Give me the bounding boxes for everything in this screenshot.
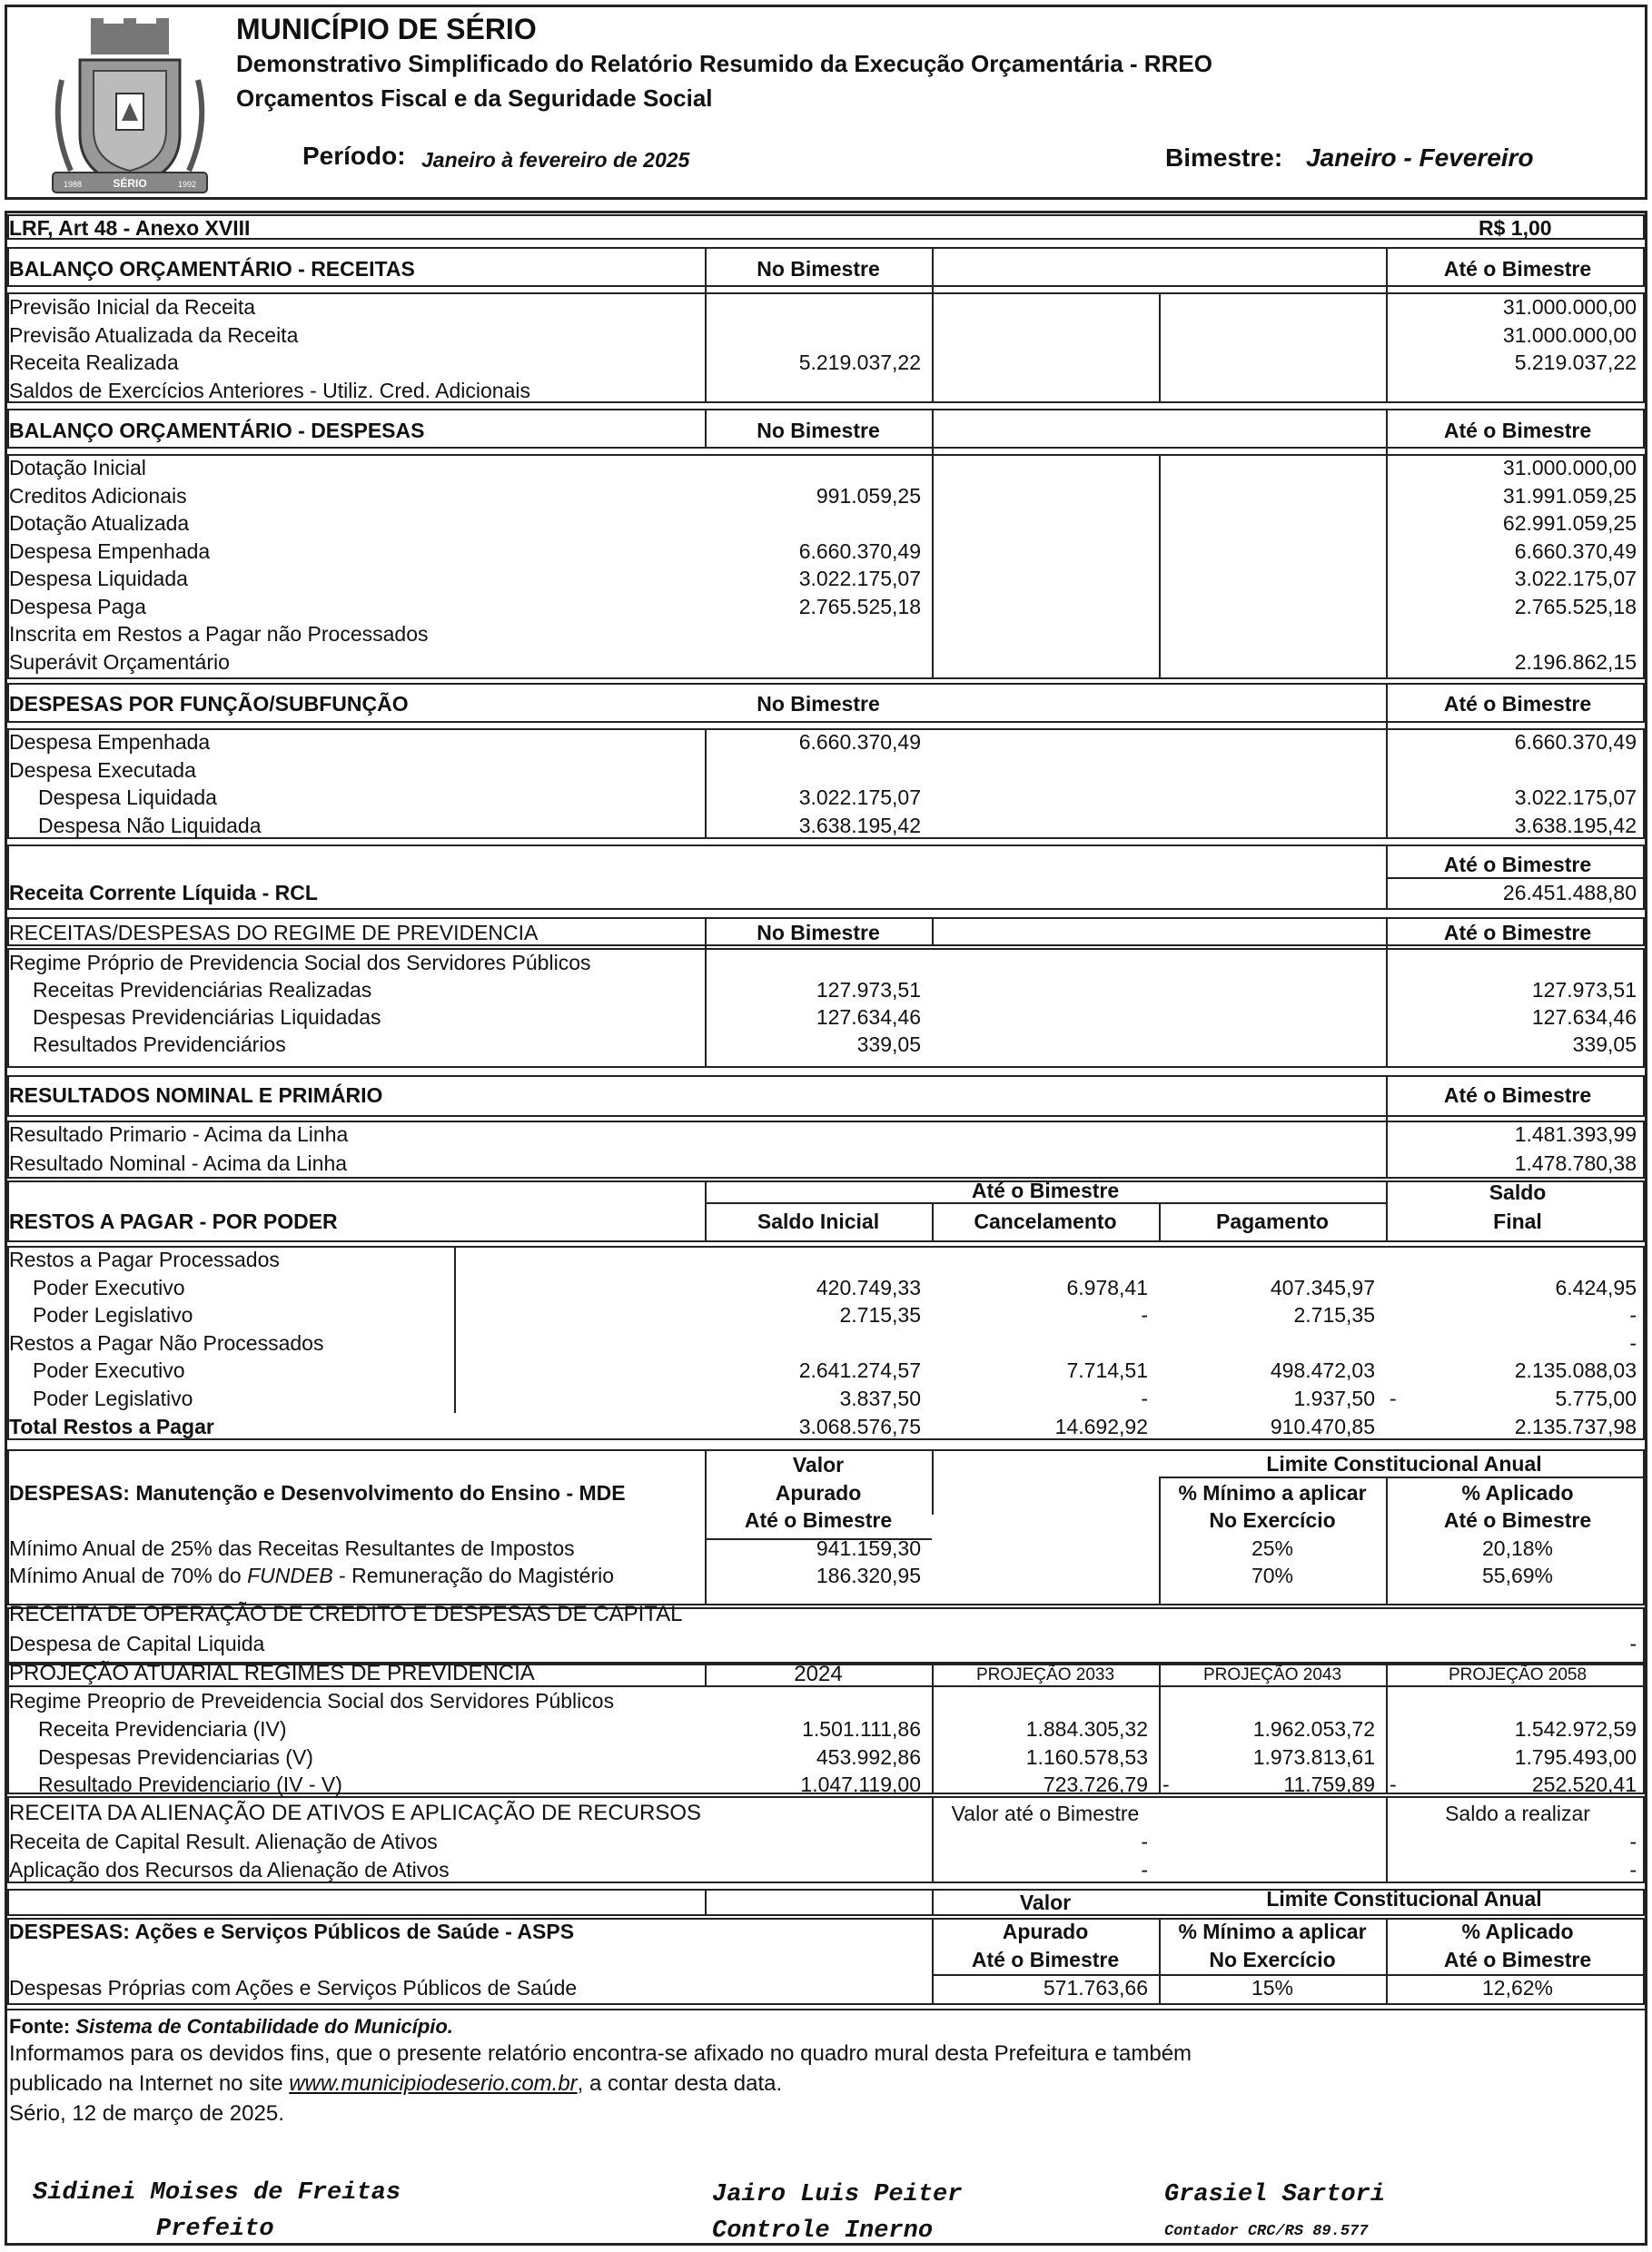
ali-rows-saldo: - <box>1629 1857 1637 1882</box>
desp-rows-ate: 62.991.059,25 <box>1502 511 1637 535</box>
despesas-col-ate: Até o Bimestre <box>1443 419 1592 442</box>
rp-rows-ini: 2.715,35 <box>839 1303 921 1327</box>
signature-mayor-role: Prefeito <box>156 2216 274 2243</box>
annex-label: LRF, Art 48 - Anexo XVIII <box>9 216 251 240</box>
mde-col-ate: Até o Bimestre <box>744 1508 893 1532</box>
prev-rows-bim: 127.973,51 <box>816 978 921 1002</box>
ali-rows-label: Aplicação dos Recursos da Alienação de Ativos <box>9 1857 450 1882</box>
previdencia-title: RECEITAS/DESPESAS DO REGIME DE PREVIDENCIA <box>9 921 539 944</box>
restos-total-final: 2.135.737,98 <box>1514 1415 1637 1438</box>
func-rows-bim: 3.022.175,07 <box>798 785 921 809</box>
credito-title: RECEITA DE OPERAÇÃO DE CREDITO E DESPESAS DE CAPITAL <box>9 1602 683 1626</box>
desp-rows-label: Despesa Paga <box>9 594 146 618</box>
desp-rows-bim: 2.765.525,18 <box>798 594 921 618</box>
asps-col-aplicado: % Aplicado <box>1461 1920 1574 1943</box>
despesas-title: BALANÇO ORÇAMENTÁRIO - DESPESAS <box>9 419 425 442</box>
desp-rows-label: Dotação Atualizada <box>9 511 190 535</box>
prev-rows-label: Receitas Previdenciárias Realizadas <box>33 978 372 1002</box>
atuarial-prefix-d: - <box>1390 1773 1397 1796</box>
signature-control-name: Jairo Luis Peiter <box>712 2181 963 2208</box>
func-rows-bim: 3.638.195,42 <box>798 813 921 837</box>
atu-rows-label: Despesas Previdenciarias (V) <box>38 1744 313 1769</box>
mde-row2-aplicado: 55,69% <box>1481 1564 1553 1587</box>
rp-rows-ini: 2.641.274,57 <box>798 1358 921 1382</box>
atu-rows-label: Receita Previdenciaria (IV) <box>38 1717 287 1741</box>
atuarial-group: Regime Preoprio de Preveidencia Social dos Servidores Públicos <box>9 1689 615 1713</box>
rec-rows-label: Previsão Atualizada da Receita <box>9 322 299 347</box>
atuarial-col-2024: 2024 <box>794 1662 843 1686</box>
annex-band <box>7 214 1645 240</box>
credito-row-value: - <box>1629 1632 1637 1655</box>
rec-rows-label: Previsão Inicial da Receita <box>9 295 256 319</box>
rp-rows-pag: 2.715,35 <box>1293 1303 1375 1327</box>
notice-line-1: Informamos para os devidos fins, que o presente relatório encontra-se afixado no quadro mural desta Prefeitura e também <box>9 2041 1192 2066</box>
rcl-label: Receita Corrente Líquida - RCL <box>9 881 318 904</box>
rp-rows-label: Poder Legislativo <box>33 1386 193 1410</box>
rp-rows-pag: 1.937,50 <box>1293 1386 1375 1410</box>
prev-rows-ate: 127.973,51 <box>1531 978 1637 1002</box>
rp-rows-fin: - <box>1629 1303 1637 1327</box>
desp-rows-bim: 991.059,25 <box>816 483 921 508</box>
previdencia-col-bimestre: No Bimestre <box>757 921 880 944</box>
rp-rows-can: - <box>1141 1386 1148 1410</box>
prev-rows-ate: 127.634,46 <box>1531 1005 1637 1029</box>
prev-rows-label: Despesas Previdenciárias Liquidadas <box>33 1005 381 1029</box>
bimester-value: Janeiro - Fevereiro <box>1306 143 1534 172</box>
rp-rows-fin: 5.775,00 <box>1555 1386 1637 1410</box>
desp-rows-ate: 2.765.525,18 <box>1514 594 1637 618</box>
func-rows-ate: 3.022.175,07 <box>1514 785 1637 809</box>
asps-row-label: Despesas Próprias com Ações e Serviços Públicos de Saúde <box>9 1976 578 2000</box>
atu-rows-c: 1.962.053,72 <box>1252 1717 1375 1741</box>
asps-col-apurado: Apurado <box>1002 1920 1089 1943</box>
previdencia-group: Regime Próprio de Previdencia Social dos Servidores Públicos <box>9 951 591 974</box>
res-rows-label: Resultado Nominal - Acima da Linha <box>9 1151 348 1175</box>
rec-rows-ate: 5.219.037,22 <box>1514 351 1637 374</box>
asps-col-aplicado-ate: Até o Bimestre <box>1443 1948 1592 1971</box>
prev-rows-label: Resultados Previdenciários <box>33 1032 286 1056</box>
restos-col-final: Final <box>1493 1210 1542 1233</box>
rec-rows-label: Receita Realizada <box>9 351 179 374</box>
mde-col-minimo: % Mínimo a aplicar <box>1178 1481 1367 1505</box>
signature-accountant-name: Grasiel Sartori <box>1164 2181 1386 2208</box>
period-label: Período: <box>302 142 406 170</box>
rec-rows-label: Saldos de Exercícios Anteriores - Utiliz. Cred. Adicionais <box>9 378 530 402</box>
rp-rows-label: Poder Executivo <box>33 1358 185 1382</box>
asps-row-valor: 571.763,66 <box>1043 1976 1148 2000</box>
asps-col-valor: Valor <box>1019 1891 1072 1914</box>
alienacao-title: RECEITA DA ALIENAÇÃO DE ATIVOS E APLICAÇÃO DE RECURSOS <box>9 1801 701 1825</box>
municipality-name: MUNICÍPIO DE SÉRIO <box>236 13 537 45</box>
report-subtitle: Orçamentos Fiscal e da Seguridade Social <box>236 84 713 112</box>
ali-rows-valor: - <box>1141 1857 1148 1882</box>
mde-col-valor: Valor <box>792 1453 845 1477</box>
signature-accountant-role: Contador CRC/RS 89.577 <box>1164 2223 1369 2240</box>
atu-rows-d: 252.520,41 <box>1531 1773 1637 1796</box>
mde-col-exercicio: No Exercício <box>1209 1508 1336 1532</box>
mde-col-limite: Limite Constitucional Anual <box>1266 1452 1542 1476</box>
atuarial-col-2043: PROJEÇÃO 2043 <box>1202 1665 1342 1684</box>
crest-banner-text: SÉRIO <box>113 177 147 190</box>
rp-rows-fin: 6.424,95 <box>1555 1275 1637 1299</box>
rp-rows-fin: 2.135.088,03 <box>1514 1358 1637 1382</box>
desp-rows-ate: 3.022.175,07 <box>1514 567 1637 590</box>
source-note: Fonte: Sistema de Contabilidade do Município. <box>9 2015 453 2038</box>
atu-rows-c: 1.973.813,61 <box>1252 1744 1375 1769</box>
asps-col-ate: Até o Bimestre <box>971 1948 1120 1971</box>
report-title: Demonstrativo Simplificado do Relatório Resumido da Execução Orçamentária - RREO <box>236 50 1212 77</box>
desp-rows-ate: 31.000.000,00 <box>1502 456 1637 479</box>
credito-row-label: Despesa de Capital Liquida <box>9 1632 265 1655</box>
rec-rows-ate: 31.000.000,00 <box>1502 322 1637 347</box>
asps-col-limite: Limite Constitucional Anual <box>1266 1887 1542 1911</box>
rp-rows-ini: 420.749,33 <box>816 1275 921 1299</box>
atuarial-prefix-c: - <box>1162 1773 1170 1796</box>
currency-unit: R$ 1,00 <box>1479 216 1552 240</box>
report-header <box>5 5 1647 200</box>
funcao-col-ate: Até o Bimestre <box>1443 692 1592 716</box>
rp-rows-label: Restos a Pagar Processados <box>9 1248 280 1271</box>
restos-col-group: Até o Bimestre <box>971 1179 1120 1202</box>
receitas-title: BALANÇO ORÇAMENTÁRIO - RECEITAS <box>9 257 415 281</box>
func-rows-bim: 6.660.370,49 <box>798 730 921 754</box>
rp-rows-can: - <box>1141 1303 1148 1327</box>
desp-rows-label: Superávit Orçamentário <box>9 649 230 674</box>
bimester-label: Bimestre: <box>1165 143 1283 172</box>
restos-total-cancelamento: 14.692,92 <box>1054 1415 1148 1438</box>
mde-row2-minimo: 70% <box>1251 1564 1294 1587</box>
restos-title: RESTOS A PAGAR - POR PODER <box>9 1210 338 1233</box>
restos-final-prefix: - <box>1390 1386 1397 1410</box>
atu-rows-b: 1.884.305,32 <box>1025 1717 1148 1741</box>
alienacao-col-valor: Valor até o Bimestre <box>951 1802 1140 1825</box>
restos-col-saldo-top: Saldo <box>1489 1180 1547 1204</box>
atu-rows-d: 1.795.493,00 <box>1514 1744 1637 1769</box>
mde-row1-aplicado: 20,18% <box>1481 1536 1553 1560</box>
rcl-col-ate: Até o Bimestre <box>1443 853 1592 876</box>
restos-col-pagamento: Pagamento <box>1216 1210 1329 1233</box>
res-rows-ate: 1.478.780,38 <box>1514 1151 1637 1175</box>
rec-rows-ate: 31.000.000,00 <box>1502 295 1637 319</box>
atu-rows-label: Resultado Previdenciario (IV - V) <box>38 1773 342 1796</box>
desp-rows-ate: 2.196.862,15 <box>1514 649 1637 674</box>
res-rows-label: Resultado Primario - Acima da Linha <box>9 1122 349 1146</box>
ali-rows-saldo: - <box>1629 1830 1637 1853</box>
rp-rows-label: Restos a Pagar Não Processados <box>9 1330 324 1355</box>
period-value: Janeiro à fevereiro de 2025 <box>421 148 690 172</box>
asps-row-minimo: 15% <box>1251 1976 1294 2000</box>
receitas-col-bimestre: No Bimestre <box>757 257 880 281</box>
report-date: Sério, 12 de março de 2025. <box>9 2101 284 2126</box>
func-rows-ate: 6.660.370,49 <box>1514 730 1637 754</box>
crest-year-left: 1988 <box>64 180 83 189</box>
desp-rows-label: Inscrita em Restos a Pagar não Processados <box>9 622 429 646</box>
atu-rows-a: 1.501.111,86 <box>802 1717 921 1741</box>
atu-rows-b: 723.726,79 <box>1043 1773 1148 1796</box>
asps-col-exercicio: No Exercício <box>1209 1948 1336 1971</box>
mde-row1-minimo: 25% <box>1251 1536 1294 1560</box>
desp-rows-label: Dotação Inicial <box>9 456 146 479</box>
mde-row2-label: Mínimo Anual de 70% do FUNDEB - Remuneração do Magistério <box>9 1564 615 1587</box>
previdencia-col-ate: Até o Bimestre <box>1443 921 1592 944</box>
rcl-value: 26.451.488,80 <box>1502 881 1637 904</box>
mde-col-aplicado-ate: Até o Bimestre <box>1443 1508 1592 1532</box>
func-rows-label: Despesa Não Liquidada <box>38 813 262 837</box>
restos-total-inicial: 3.068.576,75 <box>798 1415 921 1438</box>
rp-rows-pag: 498.472,03 <box>1270 1358 1375 1382</box>
municipal-crest-icon <box>44 16 216 198</box>
atuarial-col-2058: PROJEÇÃO 2058 <box>1448 1665 1588 1684</box>
prev-rows-ate: 339,05 <box>1572 1032 1637 1056</box>
desp-rows-ate: 6.660.370,49 <box>1514 538 1637 563</box>
func-rows-label: Despesa Empenhada <box>9 730 211 754</box>
prev-rows-bim: 339,05 <box>856 1032 921 1056</box>
desp-rows-label: Despesa Empenhada <box>9 538 211 563</box>
atu-rows-b: 1.160.578,53 <box>1025 1744 1148 1769</box>
mde-row2-valor: 186.320,95 <box>816 1564 921 1587</box>
func-rows-label: Despesa Executada <box>9 757 196 782</box>
mde-row1-valor: 941.159,30 <box>816 1536 921 1560</box>
notice-line-2: publicado na Internet no site www.municipiodeserio.com.br, a contar desta data. <box>9 2071 783 2096</box>
desp-rows-bim: 6.660.370,49 <box>798 538 921 563</box>
signature-mayor-name: Sidinei Moises de Freitas <box>33 2179 401 2207</box>
mde-col-aplicado: % Aplicado <box>1461 1481 1574 1505</box>
rp-rows-fin: - <box>1629 1330 1637 1355</box>
mde-title: DESPESAS: Manutenção e Desenvolvimento do Ensino - MDE <box>9 1481 626 1505</box>
asps-row-aplicado: 12,62% <box>1481 1976 1553 2000</box>
resultados-col-ate: Até o Bimestre <box>1443 1083 1592 1107</box>
restos-col-cancelamento: Cancelamento <box>974 1210 1117 1233</box>
alienacao-col-saldo: Saldo a realizar <box>1445 1802 1590 1825</box>
restos-col-saldo-inicial: Saldo Inicial <box>757 1210 880 1233</box>
ali-rows-label: Receita de Capital Result. Alienação de Ativos <box>9 1830 438 1853</box>
rp-rows-ini: 3.837,50 <box>839 1386 921 1410</box>
mde-row1-label: Mínimo Anual de 25% das Receitas Resultantes de Impostos <box>9 1536 575 1560</box>
receitas-col-ate: Até o Bimestre <box>1443 257 1592 281</box>
signature-control-role: Controle Inerno <box>712 2217 934 2245</box>
municipality-website-link[interactable]: www.municipiodeserio.com.br <box>289 2071 578 2096</box>
mde-col-apurado: Apurado <box>775 1481 862 1505</box>
desp-rows-label: Creditos Adicionais <box>9 483 187 508</box>
atu-rows-a: 453.992,86 <box>816 1744 921 1769</box>
atuarial-col-2033: PROJEÇÃO 2033 <box>975 1665 1115 1684</box>
asps-title: DESPESAS: Ações e Serviços Públicos de Saúde - ASPS <box>9 1920 575 1943</box>
func-rows-label: Despesa Liquidada <box>38 785 217 809</box>
res-rows-ate: 1.481.393,99 <box>1514 1122 1637 1146</box>
despesas-col-bimestre: No Bimestre <box>757 419 880 442</box>
func-rows-ate: 3.638.195,42 <box>1514 813 1637 837</box>
funcao-title: DESPESAS POR FUNÇÃO/SUBFUNÇÃO <box>9 692 409 716</box>
rp-rows-label: Poder Executivo <box>33 1275 185 1299</box>
atu-rows-d: 1.542.972,59 <box>1514 1717 1637 1741</box>
crest-year-right: 1992 <box>178 180 197 189</box>
desp-rows-bim: 3.022.175,07 <box>798 567 921 590</box>
rp-rows-can: 6.978,41 <box>1066 1275 1148 1299</box>
resultados-title: RESULTADOS NOMINAL E PRIMÁRIO <box>9 1083 383 1107</box>
desp-rows-ate: 31.991.059,25 <box>1502 483 1637 508</box>
rp-rows-label: Poder Legislativo <box>33 1303 193 1327</box>
rp-rows-pag: 407.345,97 <box>1270 1275 1375 1299</box>
restos-total-label: Total Restos a Pagar <box>9 1415 214 1438</box>
atu-rows-c: 11.759,89 <box>1283 1773 1375 1796</box>
atu-rows-a: 1.047.119,00 <box>800 1773 921 1796</box>
rec-rows-bim: 5.219.037,22 <box>798 351 921 374</box>
atuarial-title: PROJEÇÃO ATUARIAL REGIMES DE PREVIDENCIA <box>9 1661 535 1685</box>
restos-total-pagamento: 910.470,85 <box>1270 1415 1375 1438</box>
ali-rows-valor: - <box>1141 1830 1148 1853</box>
rp-rows-can: 7.714,51 <box>1066 1358 1148 1382</box>
funcao-col-bimestre: No Bimestre <box>757 692 880 716</box>
prev-rows-bim: 127.634,46 <box>816 1005 921 1029</box>
desp-rows-label: Despesa Liquidada <box>9 567 188 590</box>
asps-col-minimo: % Mínimo a aplicar <box>1178 1920 1367 1943</box>
